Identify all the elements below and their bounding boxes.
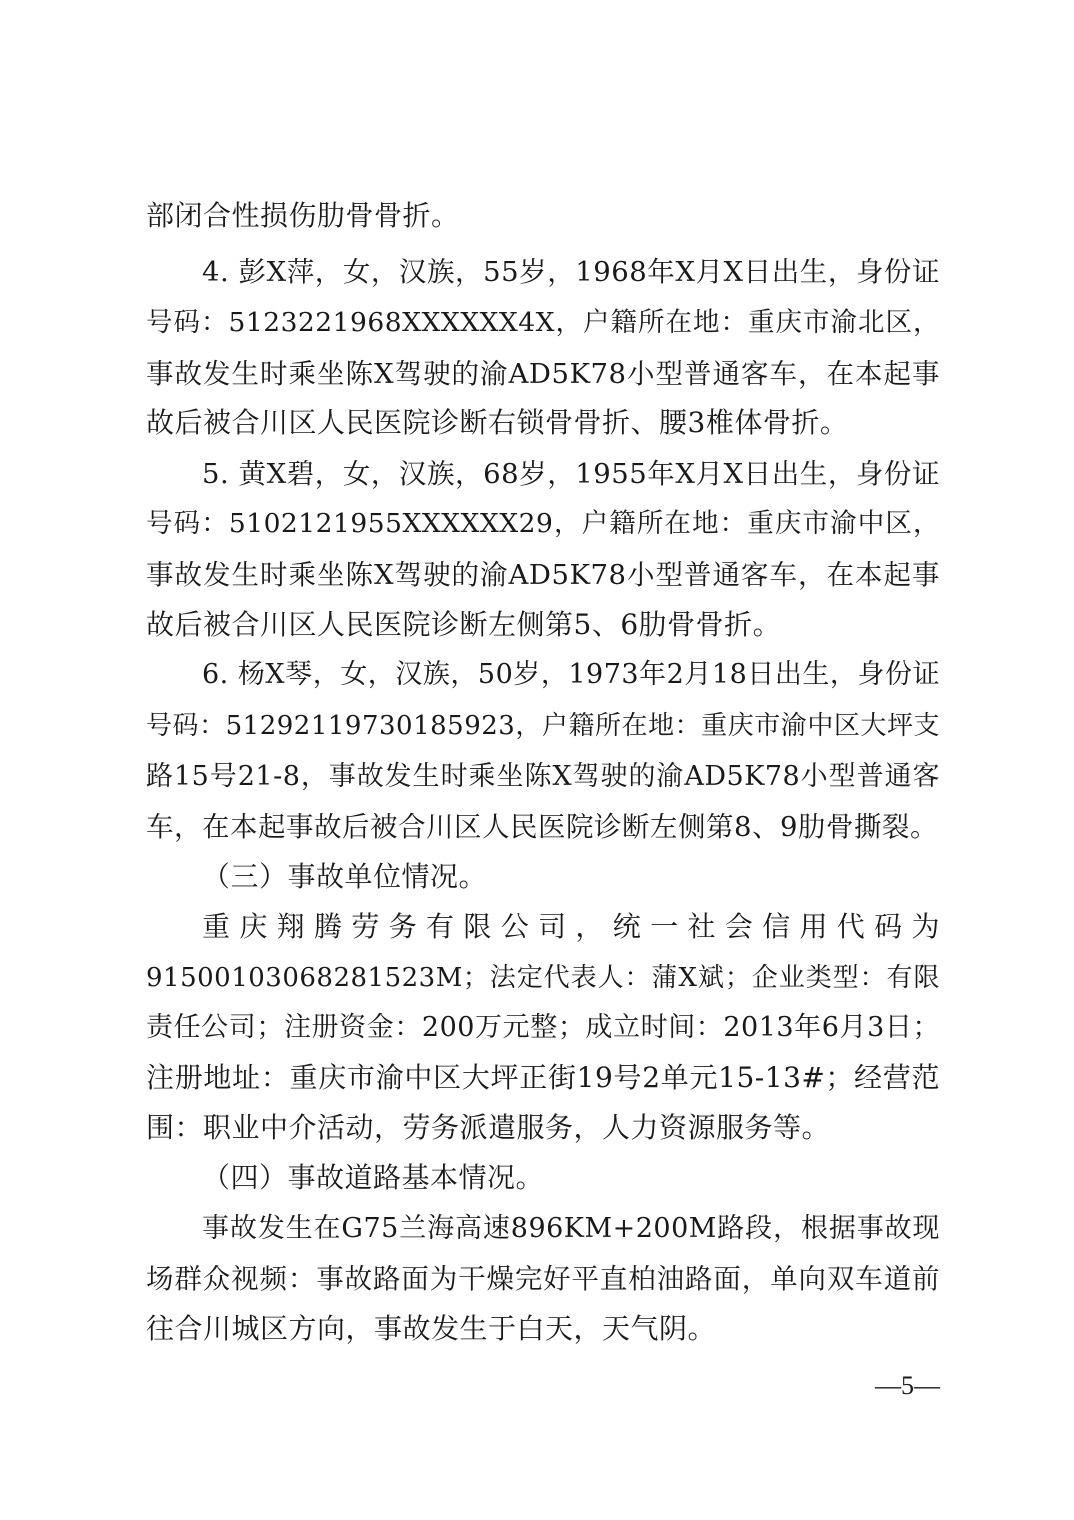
- text-line: 往合川城区方向，事故发生于白天，天气阴。: [146, 1312, 717, 1345]
- text-line: 责任公司；注册资金：200万元整；成立时间：2013年6月3日；: [146, 1012, 940, 1043]
- text-line: 号码：5102121955XXXXXX29，户籍所在地：重庆市渝中区，: [146, 508, 940, 539]
- text-line: 事故发生在G75兰海高速896KM+200M路段，根据事故现: [202, 1213, 940, 1244]
- text-line: 路15号21-8，事故发生时乘坐陈X驾驶的渝AD5K78小型普通客: [146, 761, 940, 792]
- text-line: 6. 杨X琴，女，汉族，50岁，1973年2月18日出生，身份证: [202, 659, 940, 690]
- text-line: 部闭合性损伤肋骨骨折。: [146, 199, 460, 232]
- text-line: 车，在本起事故后被合川区人民医院诊断左侧第8、9肋骨撕裂。: [146, 811, 938, 843]
- text-line: 场群众视频：事故路面为干燥完好平直柏油路面，单向双车道前: [146, 1263, 940, 1295]
- text-line: 事故发生时乘坐陈X驾驶的渝AD5K78小型普通客车，在本起事: [146, 358, 940, 390]
- section-heading: （三）事故单位情况。: [202, 860, 488, 893]
- text-line: 号码：5123221968XXXXXX4X，户籍所在地：重庆市渝北区，: [146, 307, 940, 338]
- text-line: 号码：51292119730185923，户籍所在地：重庆市渝中区大坪支: [146, 711, 940, 741]
- page-number: —5—: [875, 1371, 940, 1400]
- text-line: 5. 黄X碧，女，汉族，68岁，1955年X月X日出生，身份证: [202, 458, 940, 490]
- text-line: 4. 彭X萍，女，汉族，55岁，1968年X月X日出生，身份证: [202, 256, 940, 288]
- text-line: 事故发生时乘坐陈X驾驶的渝AD5K78小型普通客车，在本起事: [146, 559, 940, 591]
- text-line: 注册地址：重庆市渝中区大坪正街19号2单元15-13#；经营范: [146, 1061, 940, 1094]
- text-line: 重庆翔腾劳务有限公司，统一社会信用代码为: [202, 910, 940, 943]
- text-line: 故后被合川区人民医院诊断左侧第5、6肋骨骨折。: [146, 608, 782, 641]
- text-line: 故后被合川区人民医院诊断右锁骨骨折、腰3椎体骨折。: [146, 406, 849, 439]
- section-heading: （四）事故道路基本情况。: [202, 1161, 545, 1194]
- text-line: 91500103068281523M；法定代表人：蒲X斌；企业类型：有限: [146, 963, 940, 993]
- text-line: 围：职业中介活动，劳务派遣服务，人力资源服务等。: [146, 1111, 831, 1144]
